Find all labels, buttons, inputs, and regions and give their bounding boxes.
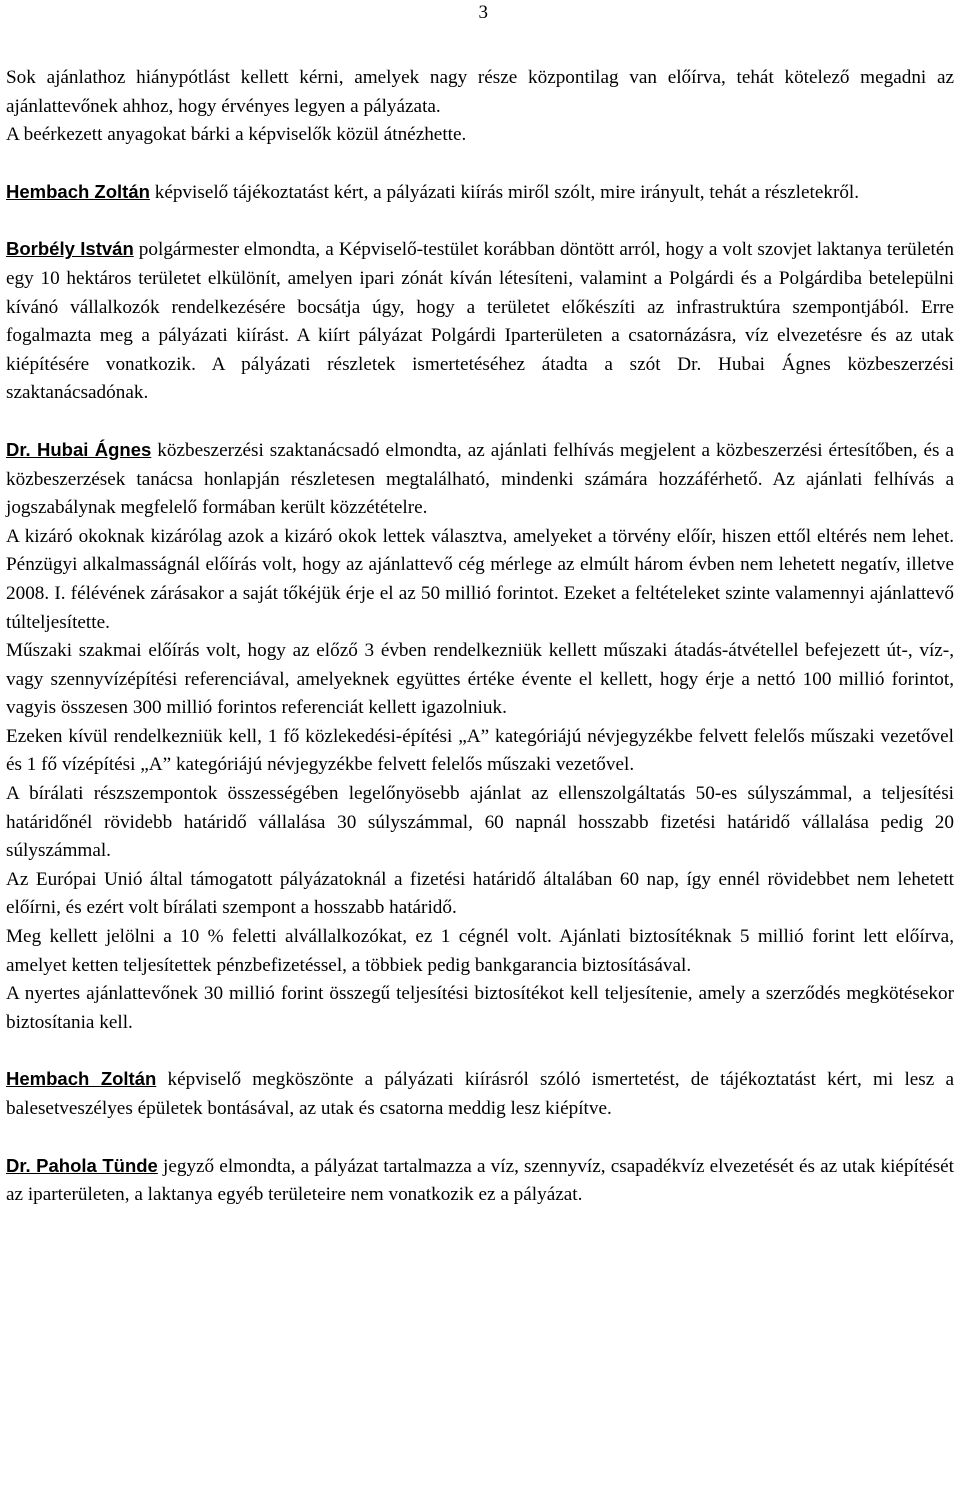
- speaker-name: Dr. Hubai Ágnes: [6, 438, 152, 460]
- paragraph: Meg kellett jelölni a 10 % feletti alvállalkozókat, ez 1 cégnél volt. Ajánlati biztosítéknak 5 millió forint lett előírva, amelyet ketten teljesítettek pénzbefizetéssel, a többiek pedig bankgarancia biztosításával.: [6, 926, 954, 976]
- document-body: [6, 64, 954, 1210]
- page-number: 3: [478, 2, 488, 23]
- paragraph: Műszaki szakmai előírás volt, hogy az előző 3 évben rendelkezniük kellett műszaki átadás-átvétellel befejezett út-, víz-, vagy szennyvízépítési referenciával, amelyeknek együttes értéke évente el kellett, hogy érje a nettó 100 millió forintot, vagyis összesen 300 millió forintos referenciát kellett igazolniuk.: [6, 640, 954, 719]
- paragraph: A beérkezett anyagokat bárki a képviselők közül átnézhette.: [6, 124, 467, 146]
- paragraph: A nyertes ajánlattevőnek 30 millió forint összegű teljesítési biztosítékot kell teljesítenie, amely a szerződés megkötésekor biztosítania kell.: [6, 983, 954, 1033]
- paragraph: A bírálati részszempontok összességében legelőnyösebb ajánlat az ellenszolgáltatás 50-es súlyszámmal, a teljesítési határidőnél rövidebb határidő vállalása 30 súlyszámmal, 60 napnál hosszabb fizetési határidő vállalása pedig 20 súlyszámmal.: [6, 783, 954, 862]
- speaker-name: Hembach Zoltán: [6, 180, 150, 202]
- paragraph: Az Európai Unió által támogatott pályázatoknál a fizetési határidő általában 60 nap, így ennél rövidebbet nem lehetett előírni, és ezért volt bírálati szempont a hosszabb határidő.: [6, 868, 954, 919]
- speaker-name: Hembach Zoltán: [6, 1068, 157, 1090]
- paragraph: Hembach Zoltán képviselő megköszönte a pályázati kiírásról szóló ismertetést, de tájékoztatást kért, mi lesz a balesetveszélyes épületek bontásával, az utak és csatorna meddig lesz kiépítve.: [6, 1068, 954, 1119]
- paragraph: Hembach Zoltán képviselő tájékoztatást kért, a pályázati kiírás miről szólt, mire irányult, tehát a részletekről.: [6, 180, 860, 203]
- paragraph: Borbély István polgármester elmondta, a Képviselő-testület korábban döntött arról, hogy a volt szovjet laktanya területén egy 10 hektáros területet elkülönít, amelyen ipari zónát kíván létesíteni, valamint a Polgárdi és a Polgárdiba betelepülni kívánó vállalkozók rendelkezésére bocsátja úgy, hogy a területet előkészíti az infrastruktúra szempontjából. Erre fogalmazta meg a pályázati kiírást. A kiírt pályázat Polgárdi Iparterületen a csatornázásra, víz elvezetésre és az utak kiépítésére vonatkozik. A pályázati részletek ismertetéséhez átadta a szót Dr. Hubai Ágnes közbeszerzési szaktanácsadónak.: [6, 238, 954, 404]
- paragraph: A kizáró okoknak kizárólag azok a kizáró okok lettek választva, amelyeket a törvény előír, hiszen ettől eltérés nem lehet. Pénzügyi alkalmasságnál előírás volt, hogy az ajánlattevő cég mérlege az elmúlt három évben nem lehetett negatív, illetve 2008. I. félévének zárásakor a saját tőkéjük érje el az 50 millió forintot. Ezeket a feltételeket szinte valamennyi ajánlattevő túlteljesítette.: [6, 525, 954, 633]
- speaker-name: Dr. Pahola Tünde: [6, 1154, 158, 1176]
- paragraph: Dr. Hubai Ágnes közbeszerzési szaktanácsadó elmondta, az ajánlati felhívás megjelent a közbeszerzési értesítőben, és a közbeszerzések tanácsa honlapján részletesen megtalálható, mindenki számára hozzáférhető. Az ajánlati felhívás a jogszabálynak megfelelő formában került közzétételre.: [6, 438, 955, 519]
- paragraph: Dr. Pahola Tünde jegyző elmondta, a pályázat tartalmazza a víz, szennyvíz, csapadékvíz elvezetését és az utak kiépítését az iparterületen, a laktanya egyéb területeire nem vonatkozik ez a pályázat.: [6, 1154, 955, 1206]
- speaker-name: Borbély István: [6, 238, 134, 260]
- paragraph: Sok ajánlathoz hiánypótlást kellett kérni, amelyek nagy része központilag van előírva, tehát kötelező megadni az ajánlattevőnek ahhoz, hogy érvényes legyen a pályázata.: [6, 67, 954, 117]
- paragraph: Ezeken kívül rendelkezniük kell, 1 fő közlekedési-építési „A” kategóriájú névjegyzékbe felvett felelős műszaki vezetővel és 1 fő vízépítési „A” kategóriájú névjegyzékbe felvett felelős műszaki vezetővel.: [6, 725, 954, 776]
